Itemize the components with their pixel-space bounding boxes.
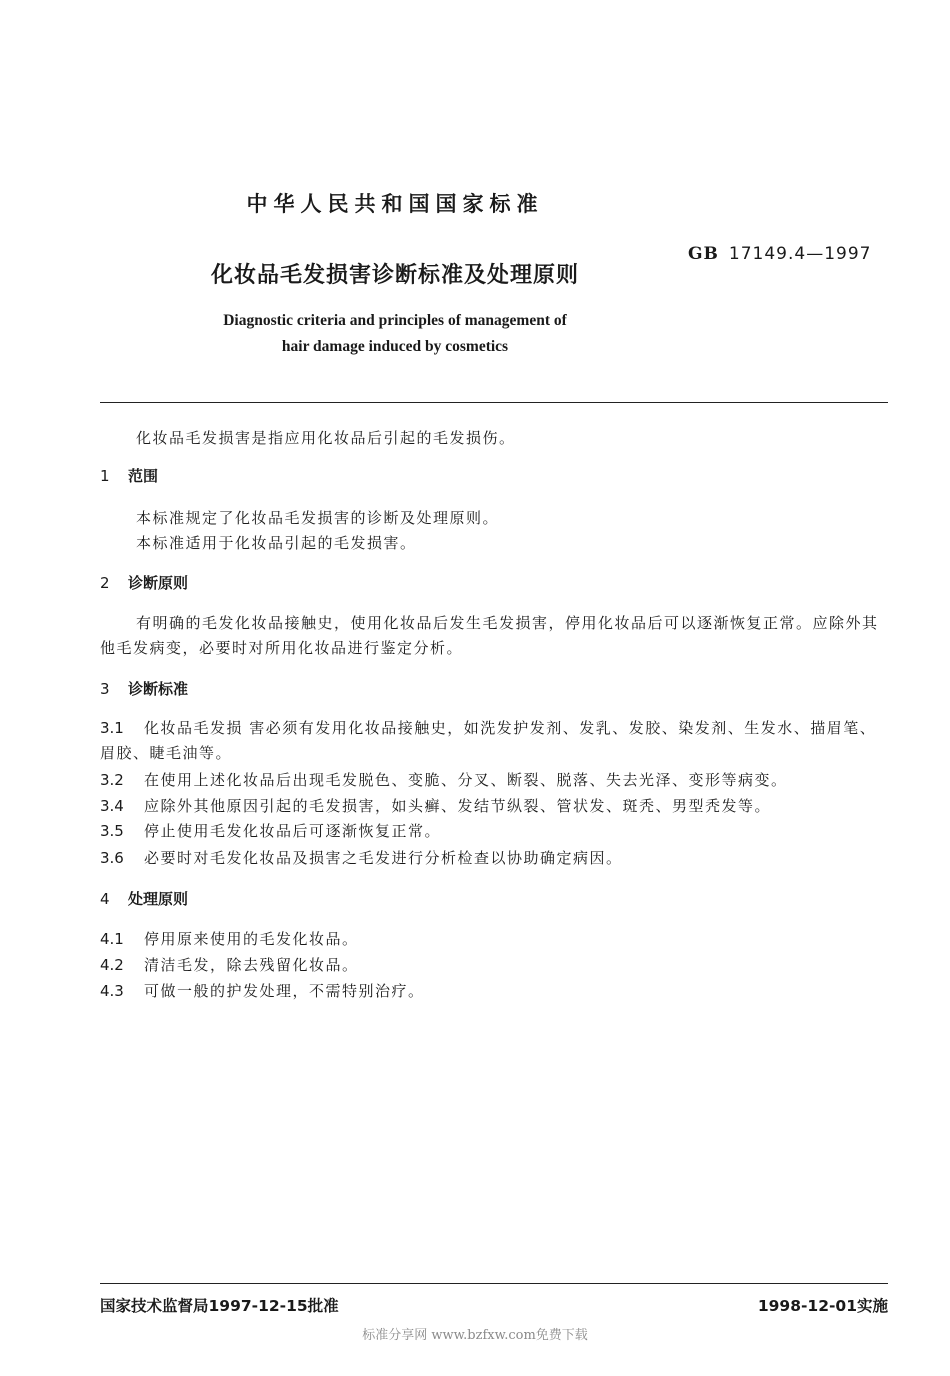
clause-text: 应除外其他原因引起的毛发损害，如头癣、发结节纵裂、管状发、斑秃、男型秃发等。 [144,797,772,815]
clause-number: 3.1 [100,719,124,737]
clause-3-5 [100,819,890,844]
clause-text: 化妆品毛发损 害必须有发用化妆品接触史，如洗发护发剂、发乳、发胶、染发剂、生发水、描眉笔、眉胶、睫毛油等。 [100,719,877,762]
standard-code: 17149.4—1997 [728,244,872,264]
clause-text: 停止使用毛发化妆品后可逐渐恢复正常。 [144,822,442,840]
section-heading-1 [100,465,158,486]
approval-info: 国家技术监督局1997-12-15批准 [100,1297,339,1315]
clause-number: 4.1 [100,930,124,948]
clause-number: 3.6 [100,849,124,867]
section-number: 3 [100,680,110,698]
clause-text: 停用原来使用的毛发化妆品。 [144,930,359,948]
clause-number: 4.3 [100,982,124,1000]
clause-4-1 [100,927,890,952]
watermark-text: 标准分享网 www.bzfxw.com免费下载 [362,1328,588,1343]
clause-4-2 [100,953,890,978]
header-divider [100,402,888,403]
section-title: 诊断原则 [128,574,189,592]
standard-prefix: GB [688,244,719,264]
clause-text: 清洁毛发，除去残留化妆品。 [144,956,359,974]
section-1-paragraph-1: 本标准规定了化妆品毛发损害的诊断及处理原则。 [136,509,500,527]
clause-text: 在使用上述化妆品后出现毛发脱色、变脆、分叉、断裂、脱落、失去光泽、变形等病变。 [144,771,788,789]
section-title: 范围 [128,467,159,485]
document-title-en-line1: Diagnostic criteria and principles of management of [223,312,567,329]
section-title: 处理原则 [128,890,189,908]
clause-3-6 [100,846,890,871]
section-number: 4 [100,890,110,908]
footer-divider [100,1283,888,1284]
clause-3-1 [100,716,890,766]
clause-text: 必要时对毛发化妆品及损害之毛发进行分析检查以协助确定病因。 [144,849,623,867]
section-1-paragraph-2: 本标准适用于化妆品引起的毛发损害。 [136,534,417,552]
section-title: 诊断标准 [128,680,189,698]
national-standard-heading: 中华人民共和国国家标准 [246,192,544,216]
clause-3-4 [100,794,890,819]
section-number: 2 [100,574,110,592]
document-title-en-line2: hair damage induced by cosmetics [281,338,509,355]
section-heading-4 [100,888,188,909]
section-heading-3 [100,678,188,699]
clause-number: 3.5 [100,822,124,840]
implementation-date: 1998-12-01实施 [757,1297,888,1315]
document-title-cn: 化妆品毛发损害诊断标准及处理原则 [210,263,579,288]
section-heading-2 [100,572,188,593]
clause-number: 3.2 [100,771,124,789]
clause-3-2 [100,768,890,793]
clause-text: 可做一般的护发处理，不需特别治疗。 [144,982,425,1000]
clause-number: 4.2 [100,956,124,974]
section-2-paragraph-1: 有明确的毛发化妆品接触史，使用化妆品后发生毛发损害，停用化妆品后可以逐渐恢复正常。应除外其他毛发病变，必要时对所用化妆品进行鉴定分析。 [100,614,879,657]
clause-4-3 [100,979,890,1004]
section-number: 1 [100,467,110,485]
clause-number: 3.4 [100,797,124,815]
intro-paragraph: 化妆品毛发损害是指应用化妆品后引起的毛发损伤。 [136,429,516,447]
